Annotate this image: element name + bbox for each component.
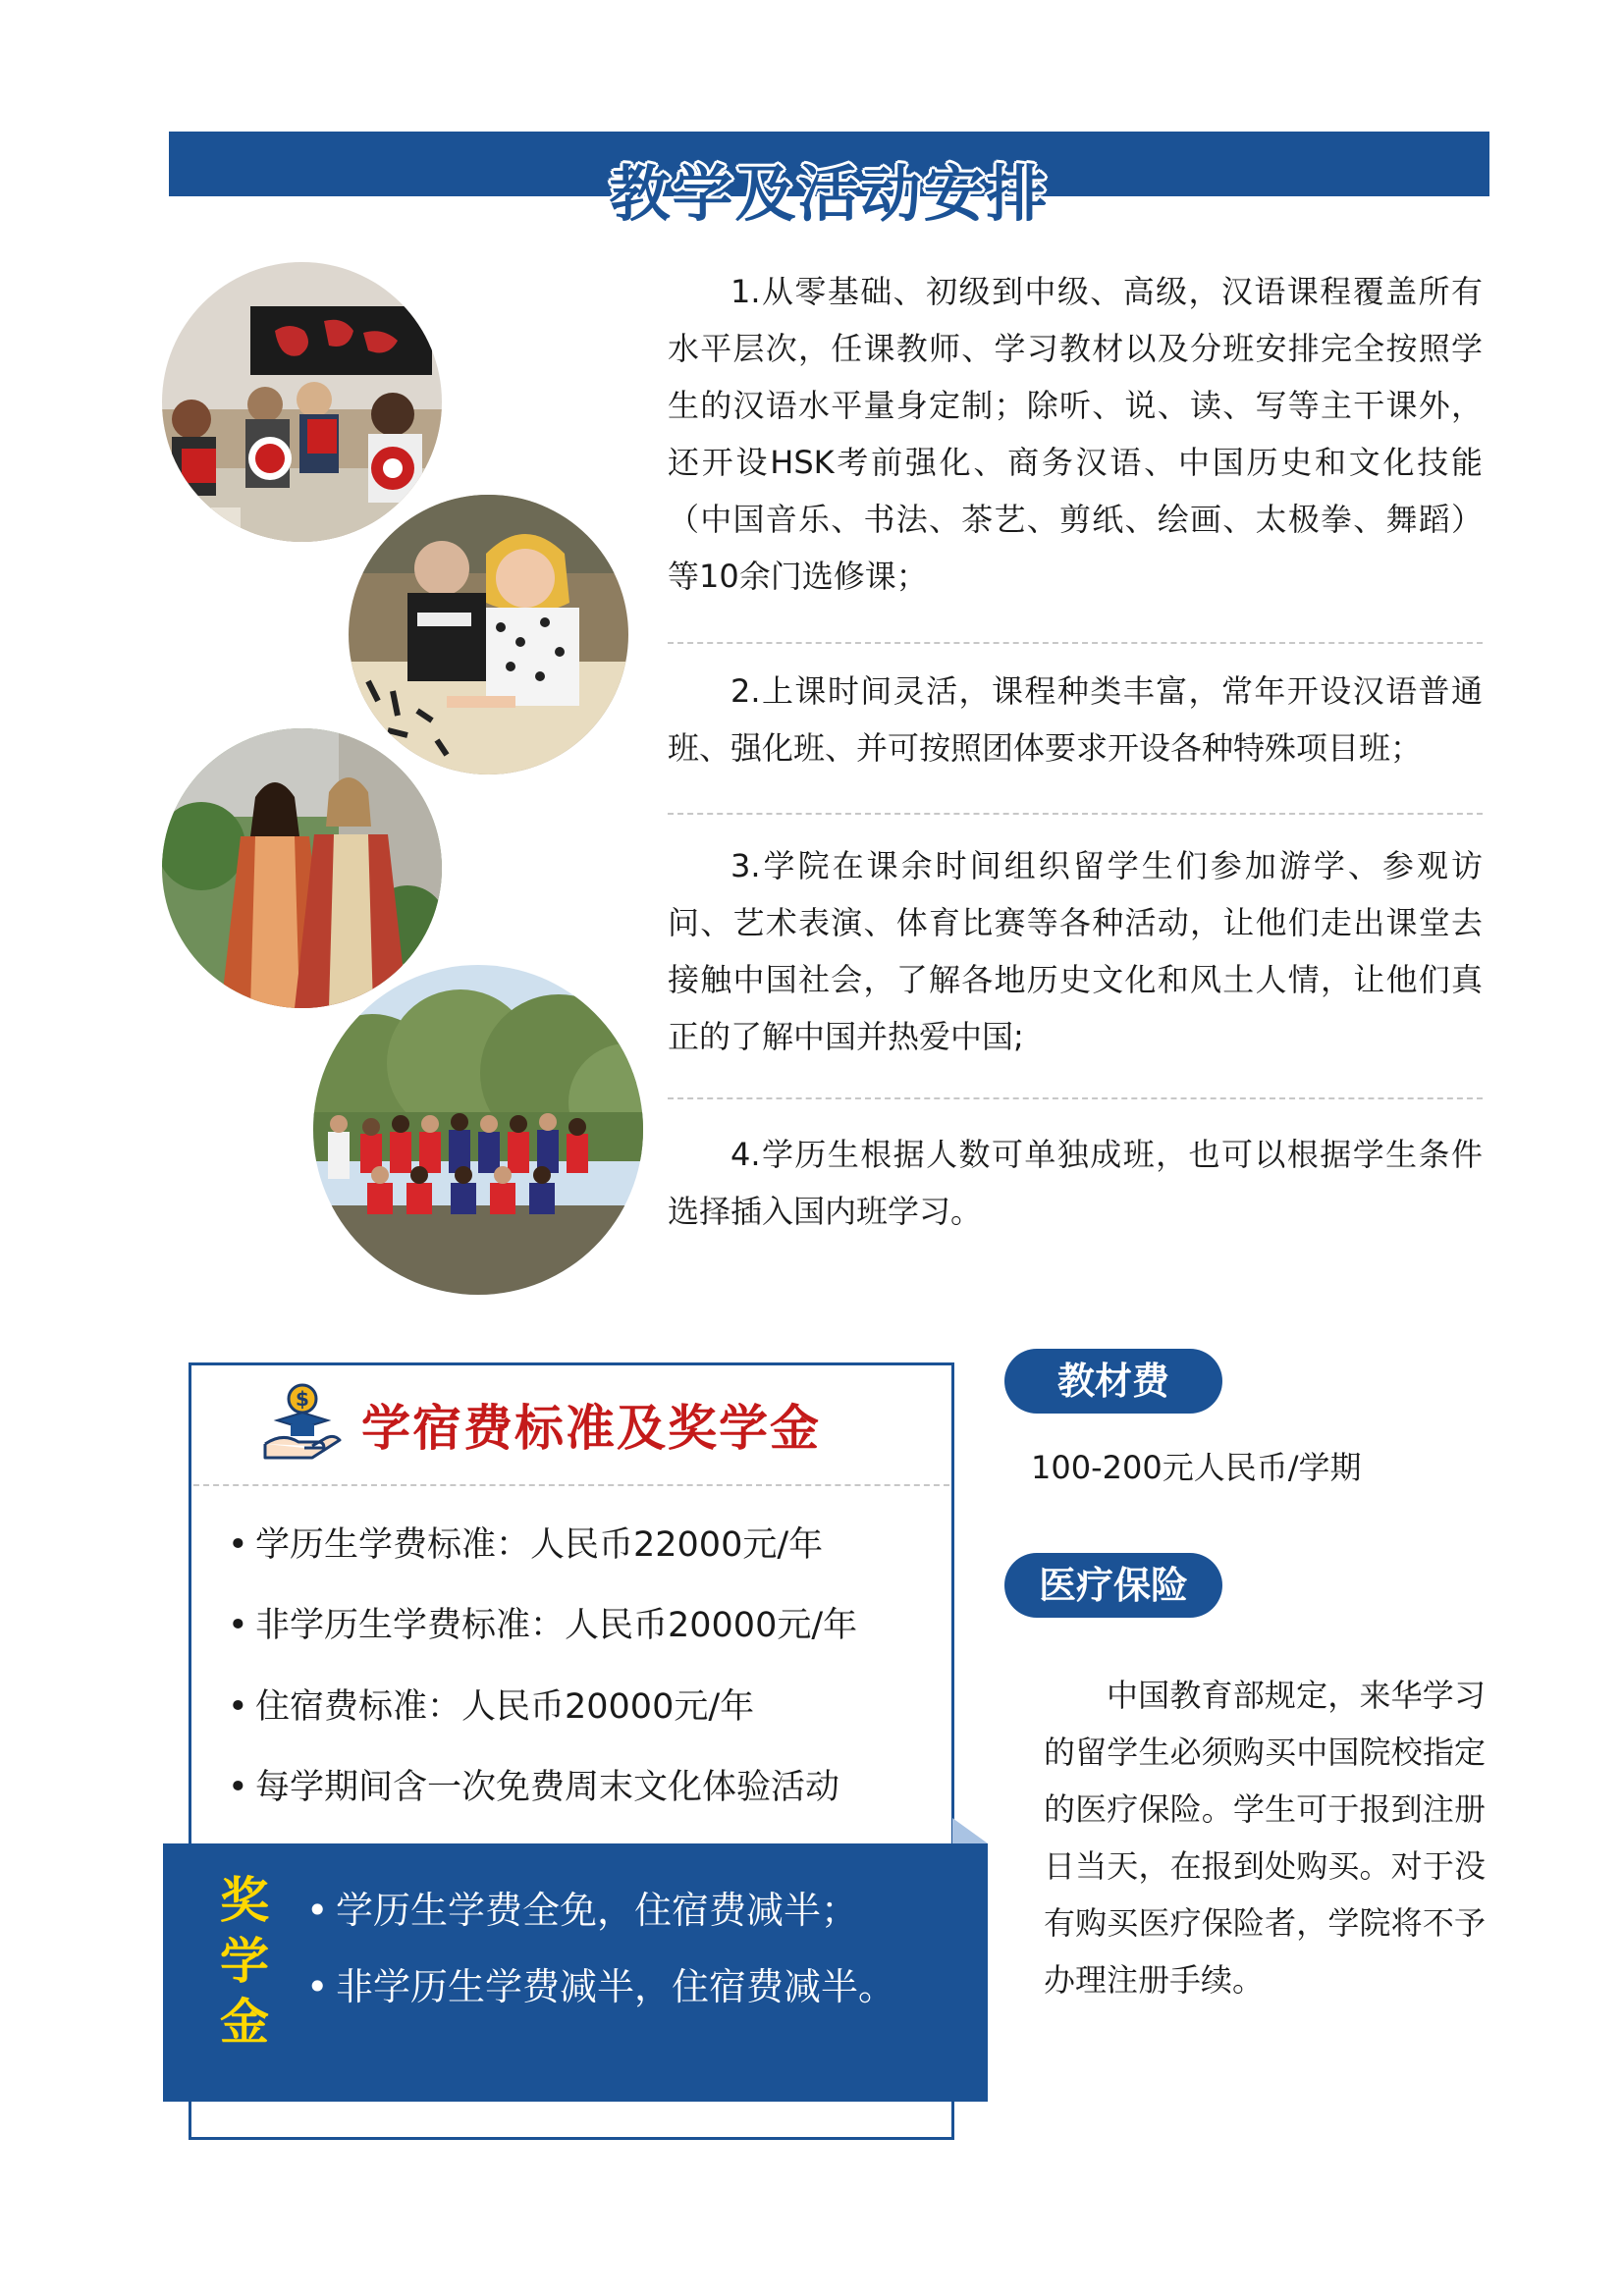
- page-title: 教学及活动安排: [609, 158, 1050, 230]
- money-hand-graduation-cap-icon: [257, 1379, 348, 1469]
- bullet: •: [306, 1965, 329, 2008]
- dashed-divider: [668, 813, 1483, 815]
- hanfu-costume-photo: [162, 728, 442, 1008]
- bullet: •: [228, 1525, 248, 1565]
- dashed-divider: [668, 1097, 1483, 1099]
- fee-item: • 学历生学费标准：人民币22000元/年: [228, 1525, 824, 1565]
- scholarship-item: • 学历生学费全免，住宿费减半；: [306, 1889, 859, 1932]
- ribbon-fold: [952, 1818, 988, 1843]
- classroom-paper-cutting-photo: [162, 262, 442, 542]
- textbook-fee-label: 教材费: [1004, 1349, 1222, 1414]
- fee-item: • 非学历生学费标准：人民币20000元/年: [228, 1606, 858, 1645]
- scholarship-item: • 非学历生学费减半，住宿费减半。: [306, 1965, 896, 2008]
- calligraphy-class-photo: [349, 495, 628, 774]
- insurance-label: 医疗保险: [1004, 1553, 1222, 1618]
- dashed-divider: [193, 1484, 949, 1486]
- fees-title: 学宿费标准及奖学金: [361, 1400, 821, 1457]
- arrangement-paragraph-4: 4.学历生根据人数可单独成班，也可以根据学生条件选择插入国内班学习。: [668, 1136, 1483, 1230]
- arrangement-paragraph-2: 2.上课时间灵活，课程种类丰富，常年开设汉语普通班、强化班、并可按照团体要求开设各种特殊项目班；: [668, 672, 1483, 767]
- bullet: •: [228, 1768, 248, 1807]
- fee-item: • 每学期间含一次免费周末文化体验活动: [228, 1768, 840, 1807]
- textbook-fee-text: 100-200元人民币/学期: [1031, 1449, 1362, 1486]
- bullet: •: [306, 1889, 329, 1932]
- football-team-photo: [313, 965, 643, 1295]
- scholarship-label: 奖 学 金: [220, 1872, 269, 2051]
- bullet: •: [228, 1606, 248, 1645]
- bullet: •: [228, 1687, 248, 1727]
- arrangement-paragraph-1: 1.从零基础、初级到中级、高级，汉语课程覆盖所有水平层次，任课教师、学习教材以及分班安排完全按照学生的汉语水平量身定制；除听、说、读、写等主干课外，还开设HSK考前强化、商务汉语、中国历史和文化技能（中国音乐、书法、茶艺、剪纸、绘画、太极拳、舞蹈）等10余门选修课；: [668, 273, 1483, 595]
- fee-item: • 住宿费标准：人民币20000元/年: [228, 1687, 755, 1727]
- svg-text:$: $: [296, 1387, 309, 1411]
- dashed-divider: [668, 642, 1483, 644]
- insurance-text: 中国教育部规定，来华学习的留学生必须购买中国院校指定的医疗保险。学生可于报到注册日当天，在报到处购买。对于没有购买医疗保险者，学院将不予办理注册手续。: [1044, 1677, 1486, 1999]
- arrangement-paragraph-3: 3.学院在课余时间组织留学生们参加游学、参观访问、艺术表演、体育比赛等各种活动，让他们走出课堂去接触中国社会，了解各地历史文化和风土人情，让他们真正的了解中国并热爱中国;: [668, 847, 1483, 1055]
